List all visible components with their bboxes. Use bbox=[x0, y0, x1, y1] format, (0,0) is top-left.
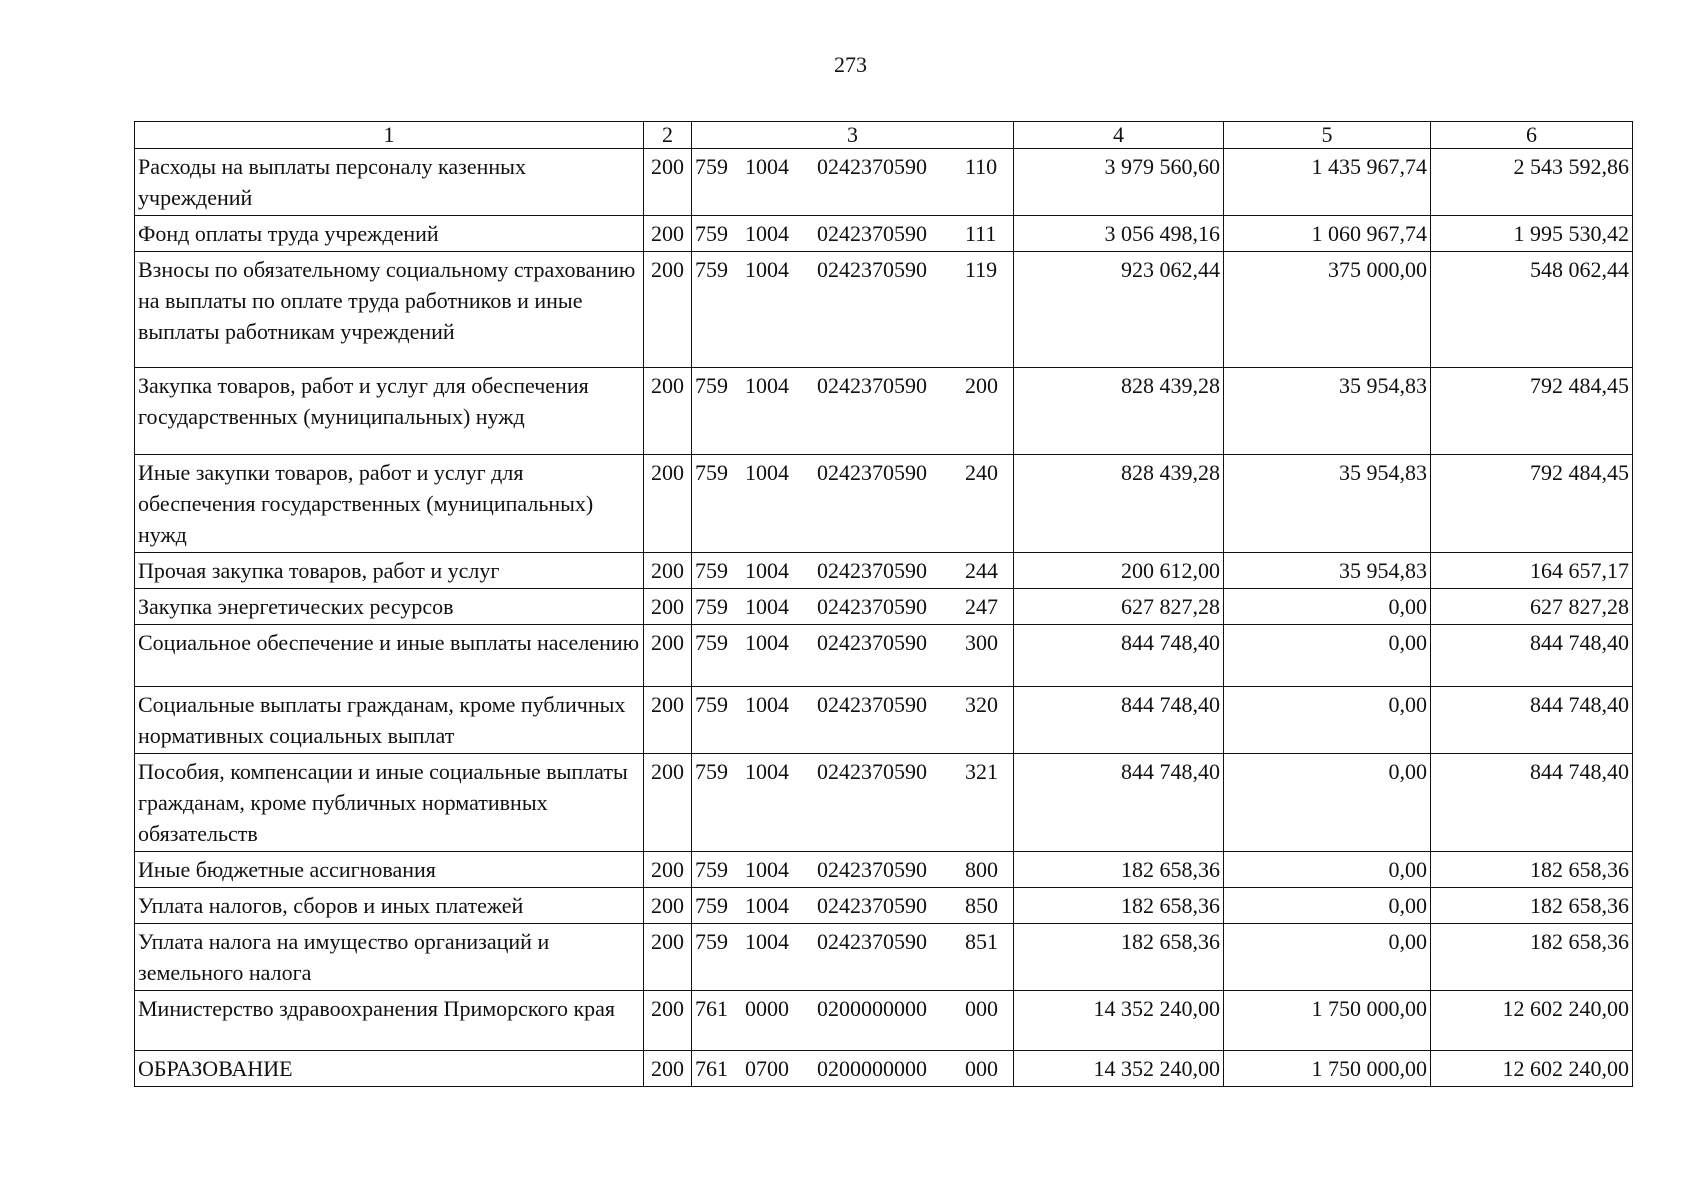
row-classification-codes bbox=[692, 754, 1014, 852]
header-col-1: 1 bbox=[135, 122, 644, 149]
row-value-col5: 375 000,00 bbox=[1224, 252, 1431, 368]
row-name: Социальное обеспечение и иные выплаты населению bbox=[135, 625, 644, 687]
row-name: Уплата налога на имущество организаций и земельного налога bbox=[135, 924, 644, 991]
target-article-code: 0242370590 bbox=[817, 373, 927, 398]
target-article-code: 0242370590 bbox=[817, 558, 927, 583]
target-article-code: 0242370590 bbox=[817, 460, 927, 485]
header-col-3: 3 bbox=[692, 122, 1014, 149]
ministry-code: 759 bbox=[695, 558, 728, 583]
ministry-code: 759 bbox=[695, 373, 728, 398]
row-code-section: 200 bbox=[644, 455, 692, 553]
row-value-col4: 182 658,36 bbox=[1014, 924, 1224, 991]
row-code-section: 200 bbox=[644, 991, 692, 1051]
budget-table bbox=[134, 121, 1633, 1087]
ministry-code: 759 bbox=[695, 154, 728, 179]
row-value-col6: 792 484,45 bbox=[1431, 455, 1633, 553]
row-code-section: 200 bbox=[644, 589, 692, 625]
ministry-code: 759 bbox=[695, 929, 728, 954]
row-value-col5: 1 435 967,74 bbox=[1224, 149, 1431, 216]
page-number: 273 bbox=[834, 52, 867, 77]
target-article-code: 0242370590 bbox=[817, 692, 927, 717]
expense-type-code: 244 bbox=[965, 558, 998, 583]
section-code: 1004 bbox=[745, 221, 789, 246]
expense-type-code: 000 bbox=[965, 1056, 998, 1081]
row-code-section: 200 bbox=[644, 149, 692, 216]
ministry-code: 759 bbox=[695, 692, 728, 717]
section-code: 1004 bbox=[745, 460, 789, 485]
section-code: 1004 bbox=[745, 154, 789, 179]
row-value-col4: 3 979 560,60 bbox=[1014, 149, 1224, 216]
expense-type-code: 850 bbox=[965, 893, 998, 918]
row-value-col4: 200 612,00 bbox=[1014, 553, 1224, 589]
section-code: 1004 bbox=[745, 857, 789, 882]
ministry-code: 759 bbox=[695, 460, 728, 485]
target-article-code: 0242370590 bbox=[817, 857, 927, 882]
row-value-col6: 164 657,17 bbox=[1431, 553, 1633, 589]
table-row bbox=[135, 625, 1633, 687]
row-code-section: 200 bbox=[644, 625, 692, 687]
row-classification-codes bbox=[692, 852, 1014, 888]
row-value-col6: 844 748,40 bbox=[1431, 687, 1633, 754]
table-row bbox=[135, 368, 1633, 455]
expense-type-code: 851 bbox=[965, 929, 998, 954]
section-code: 1004 bbox=[745, 759, 789, 784]
table-row bbox=[135, 924, 1633, 991]
section-code: 1004 bbox=[745, 373, 789, 398]
row-classification-codes bbox=[692, 553, 1014, 589]
row-name: Иные бюджетные ассигнования bbox=[135, 852, 644, 888]
row-value-col5: 35 954,83 bbox=[1224, 368, 1431, 455]
row-value-col6: 182 658,36 bbox=[1431, 852, 1633, 888]
expense-type-code: 000 bbox=[965, 996, 998, 1021]
row-code-section: 200 bbox=[644, 252, 692, 368]
section-code: 0700 bbox=[745, 1056, 789, 1081]
section-code: 1004 bbox=[745, 929, 789, 954]
target-article-code: 0242370590 bbox=[817, 154, 927, 179]
row-value-col5: 0,00 bbox=[1224, 687, 1431, 754]
row-value-col6: 12 602 240,00 bbox=[1431, 991, 1633, 1051]
table-row bbox=[135, 888, 1633, 924]
row-classification-codes bbox=[692, 888, 1014, 924]
row-value-col6: 792 484,45 bbox=[1431, 368, 1633, 455]
target-article-code: 0242370590 bbox=[817, 929, 927, 954]
row-value-col6: 1 995 530,42 bbox=[1431, 216, 1633, 252]
header-col-5: 5 bbox=[1224, 122, 1431, 149]
row-value-col4: 844 748,40 bbox=[1014, 625, 1224, 687]
row-classification-codes bbox=[692, 216, 1014, 252]
table-row bbox=[135, 589, 1633, 625]
row-value-col4: 844 748,40 bbox=[1014, 754, 1224, 852]
expense-type-code: 320 bbox=[965, 692, 998, 717]
row-name: Министерство здравоохранения Приморского края bbox=[135, 991, 644, 1051]
row-code-section: 200 bbox=[644, 216, 692, 252]
target-article-code: 0242370590 bbox=[817, 759, 927, 784]
row-code-section: 200 bbox=[644, 924, 692, 991]
table-row bbox=[135, 553, 1633, 589]
row-classification-codes bbox=[692, 924, 1014, 991]
row-classification-codes bbox=[692, 455, 1014, 553]
row-value-col6: 12 602 240,00 bbox=[1431, 1051, 1633, 1087]
section-code: 1004 bbox=[745, 257, 789, 282]
table-row bbox=[135, 252, 1633, 368]
section-code: 1004 bbox=[745, 558, 789, 583]
row-value-col4: 923 062,44 bbox=[1014, 252, 1224, 368]
row-name: Социальные выплаты гражданам, кроме публичных нормативных социальных выплат bbox=[135, 687, 644, 754]
row-value-col4: 14 352 240,00 bbox=[1014, 991, 1224, 1051]
row-code-section: 200 bbox=[644, 1051, 692, 1087]
row-code-section: 200 bbox=[644, 754, 692, 852]
row-name: Закупка товаров, работ и услуг для обеспечения государственных (муниципальных) нужд bbox=[135, 368, 644, 455]
ministry-code: 759 bbox=[695, 759, 728, 784]
expense-type-code: 800 bbox=[965, 857, 998, 882]
table-row bbox=[135, 216, 1633, 252]
row-value-col5: 0,00 bbox=[1224, 888, 1431, 924]
ministry-code: 761 bbox=[695, 996, 728, 1021]
section-code: 1004 bbox=[745, 893, 789, 918]
header-col-2: 2 bbox=[644, 122, 692, 149]
row-value-col5: 1 750 000,00 bbox=[1224, 991, 1431, 1051]
row-value-col6: 182 658,36 bbox=[1431, 888, 1633, 924]
row-code-section: 200 bbox=[644, 553, 692, 589]
row-classification-codes bbox=[692, 368, 1014, 455]
table-row bbox=[135, 754, 1633, 852]
row-value-col5: 35 954,83 bbox=[1224, 455, 1431, 553]
row-code-section: 200 bbox=[644, 852, 692, 888]
section-code: 1004 bbox=[745, 594, 789, 619]
target-article-code: 0242370590 bbox=[817, 594, 927, 619]
expense-type-code: 247 bbox=[965, 594, 998, 619]
table-row bbox=[135, 1051, 1633, 1087]
row-name: Взносы по обязательному социальному страхованию на выплаты по оплате труда работников и иные выплаты работникам учреждений bbox=[135, 252, 644, 368]
target-article-code: 0242370590 bbox=[817, 257, 927, 282]
expense-type-code: 110 bbox=[965, 154, 998, 179]
table-row bbox=[135, 852, 1633, 888]
ministry-code: 759 bbox=[695, 221, 728, 246]
row-value-col5: 1 060 967,74 bbox=[1224, 216, 1431, 252]
row-name: Пособия, компенсации и иные социальные выплаты гражданам, кроме публичных нормативных обязательств bbox=[135, 754, 644, 852]
row-classification-codes bbox=[692, 991, 1014, 1051]
table-row bbox=[135, 455, 1633, 553]
row-value-col4: 14 352 240,00 bbox=[1014, 1051, 1224, 1087]
row-value-col6: 182 658,36 bbox=[1431, 924, 1633, 991]
target-article-code: 0242370590 bbox=[817, 630, 927, 655]
ministry-code: 761 bbox=[695, 1056, 728, 1081]
expense-type-code: 240 bbox=[965, 460, 998, 485]
row-name: Прочая закупка товаров, работ и услуг bbox=[135, 553, 644, 589]
target-article-code: 0242370590 bbox=[817, 221, 927, 246]
row-value-col5: 35 954,83 bbox=[1224, 553, 1431, 589]
ministry-code: 759 bbox=[695, 257, 728, 282]
section-code: 1004 bbox=[745, 692, 789, 717]
expense-type-code: 200 bbox=[965, 373, 998, 398]
row-value-col6: 2 543 592,86 bbox=[1431, 149, 1633, 216]
expense-type-code: 300 bbox=[965, 630, 998, 655]
target-article-code: 0200000000 bbox=[817, 996, 927, 1021]
ministry-code: 759 bbox=[695, 893, 728, 918]
row-name: Фонд оплаты труда учреждений bbox=[135, 216, 644, 252]
ministry-code: 759 bbox=[695, 630, 728, 655]
expense-type-code: 321 bbox=[965, 759, 998, 784]
row-code-section: 200 bbox=[644, 888, 692, 924]
ministry-code: 759 bbox=[695, 594, 728, 619]
row-value-col5: 1 750 000,00 bbox=[1224, 1051, 1431, 1087]
row-value-col4: 182 658,36 bbox=[1014, 888, 1224, 924]
row-value-col6: 844 748,40 bbox=[1431, 754, 1633, 852]
row-value-col4: 182 658,36 bbox=[1014, 852, 1224, 888]
row-value-col5: 0,00 bbox=[1224, 754, 1431, 852]
row-value-col6: 627 827,28 bbox=[1431, 589, 1633, 625]
row-classification-codes bbox=[692, 687, 1014, 754]
row-value-col5: 0,00 bbox=[1224, 625, 1431, 687]
target-article-code: 0200000000 bbox=[817, 1056, 927, 1081]
row-name: Закупка энергетических ресурсов bbox=[135, 589, 644, 625]
expense-type-code: 111 bbox=[965, 221, 997, 246]
row-value-col6: 844 748,40 bbox=[1431, 625, 1633, 687]
section-code: 1004 bbox=[745, 630, 789, 655]
row-value-col4: 3 056 498,16 bbox=[1014, 216, 1224, 252]
row-value-col6: 548 062,44 bbox=[1431, 252, 1633, 368]
header-col-4: 4 bbox=[1014, 122, 1224, 149]
row-value-col4: 844 748,40 bbox=[1014, 687, 1224, 754]
row-value-col5: 0,00 bbox=[1224, 589, 1431, 625]
section-code: 0000 bbox=[745, 996, 789, 1021]
row-classification-codes bbox=[692, 149, 1014, 216]
expense-type-code: 119 bbox=[965, 257, 998, 282]
row-name: ОБРАЗОВАНИЕ bbox=[135, 1051, 644, 1087]
table-row bbox=[135, 687, 1633, 754]
row-classification-codes bbox=[692, 589, 1014, 625]
row-name: Иные закупки товаров, работ и услуг для обеспечения государственных (муниципальных) нужд bbox=[135, 455, 644, 553]
header-col-6: 6 bbox=[1431, 122, 1633, 149]
row-classification-codes bbox=[692, 625, 1014, 687]
row-name: Расходы на выплаты персоналу казенных учреждений bbox=[135, 149, 644, 216]
row-value-col4: 627 827,28 bbox=[1014, 589, 1224, 625]
row-value-col4: 828 439,28 bbox=[1014, 455, 1224, 553]
ministry-code: 759 bbox=[695, 857, 728, 882]
row-name: Уплата налогов, сборов и иных платежей bbox=[135, 888, 644, 924]
row-value-col5: 0,00 bbox=[1224, 924, 1431, 991]
row-code-section: 200 bbox=[644, 368, 692, 455]
row-value-col4: 828 439,28 bbox=[1014, 368, 1224, 455]
row-code-section: 200 bbox=[644, 687, 692, 754]
row-classification-codes bbox=[692, 252, 1014, 368]
row-value-col5: 0,00 bbox=[1224, 852, 1431, 888]
table-row bbox=[135, 991, 1633, 1051]
target-article-code: 0242370590 bbox=[817, 893, 927, 918]
row-classification-codes bbox=[692, 1051, 1014, 1087]
table-row bbox=[135, 149, 1633, 216]
header-row bbox=[135, 122, 1633, 149]
